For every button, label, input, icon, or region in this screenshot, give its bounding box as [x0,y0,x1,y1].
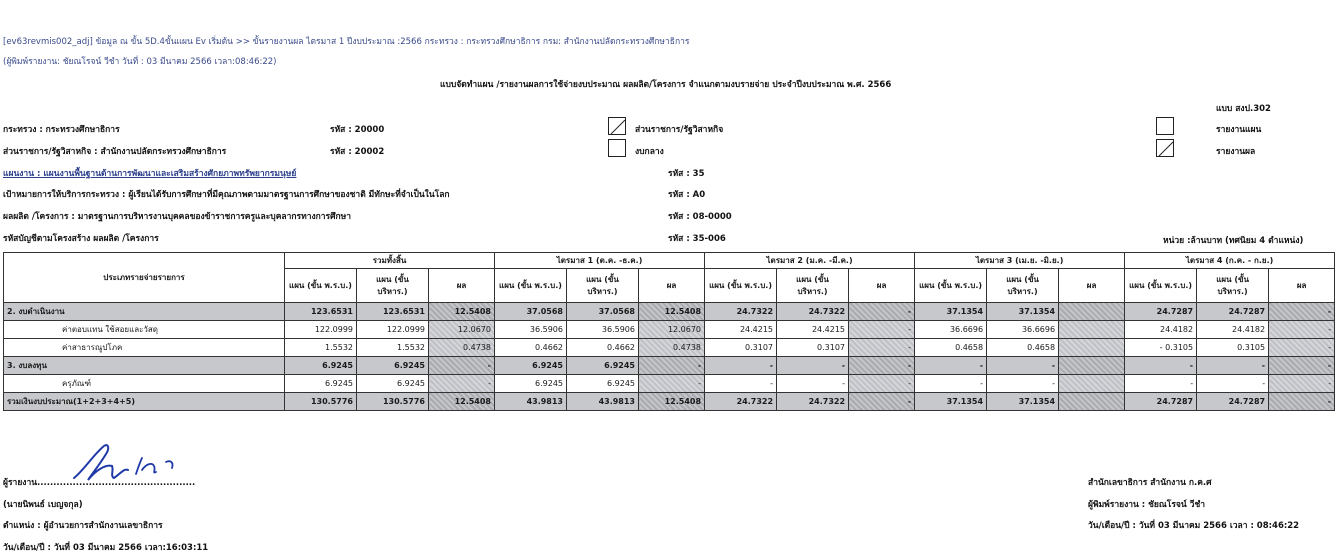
col-subheader-q1-plan-admin: แผน (ขั้น บริหาร.) [567,269,639,303]
table-cell: 0.4738 [639,339,705,357]
col-subheader-q4-plan-act: แผน (ขั้น พ.ร.บ.) [1125,269,1197,303]
central-budget-checkbox-label: งบกลาง [635,147,664,157]
table-cell: 0.3107 [777,339,849,357]
check-slash-icon [609,118,627,136]
report-result-checkbox-label: รายงานผล [1216,147,1256,157]
printed-by: ผู้พิมพ์รายงาน : ชัยณโรจน์ วีชำ [1088,500,1205,510]
table-cell: 12.0670 [639,321,705,339]
account-code: รหัส : 35-006 [668,234,726,244]
table-row [4,393,1335,411]
row-label: ครุภัณฑ์ [4,375,285,393]
table-cell: 0.4658 [915,339,987,357]
table-cell: - [987,357,1059,375]
gov-agency-checkbox-label: ส่วนราชการ/รัฐวิสาหกิจ [635,125,724,135]
col-subheader-total-plan-admin: แผน (ขั้น บริหาร.) [357,269,429,303]
table-cell: 0.3105 [1197,339,1269,357]
gov-agency-checkbox[interactable] [608,117,626,135]
table-cell: 0.4658 [987,339,1059,357]
office-name: สำนักเลขาธิการ สำนักงาน ก.ค.ศ [1088,478,1212,488]
table-cell: - [639,375,705,393]
table-cell: 123.6531 [285,303,357,321]
table-row [4,303,1335,321]
ministry-label: กระทรวง : กระทรวงศึกษาธิการ [3,125,120,135]
table-cell: 37.1354 [915,393,987,411]
ministry-code: รหัส : 20000 [330,125,385,135]
row-label: 3. งบลงทุน [4,357,285,375]
table-cell: - [915,375,987,393]
col-header-q3: ไตรมาส 3 (เม.ย. -มิ.ย.) [915,253,1125,269]
col-header-q4: ไตรมาส 4 (ก.ค. - ก.ย.) [1125,253,1335,269]
table-cell: 6.9245 [567,357,639,375]
reporter-position: ตำแหน่ง : ผู้อำนวยการสำนักงานเลขาธิการ [3,521,163,531]
table-cell: 6.9245 [495,357,567,375]
table-cell: 37.1354 [987,393,1059,411]
table-cell: - [705,357,777,375]
table-row [4,339,1335,357]
table-cell [1059,303,1125,321]
table-cell: 36.5906 [567,321,639,339]
col-subheader-q3-plan-admin: แผน (ขั้น บริหาร.) [987,269,1059,303]
reporter-date: วัน/เดือน/ปี : วันที่ 03 มีนาคม 2566 เวลา:16:03:11 [3,543,209,553]
table-cell: 43.9813 [495,393,567,411]
table-cell: 24.7322 [777,303,849,321]
target-code: รหัส : A0 [668,190,706,200]
table-cell: - [777,357,849,375]
table-cell [1059,339,1125,357]
table-cell: 24.7287 [1197,393,1269,411]
table-cell: 24.4215 [777,321,849,339]
col-subheader-q2-result: ผล [849,269,915,303]
table-cell: 6.9245 [285,357,357,375]
col-subheader-q1-plan-act: แผน (ขั้น พ.ร.บ.) [495,269,567,303]
table-cell: 12.0670 [429,321,495,339]
table-cell: - [1269,339,1335,357]
table-cell: - [1269,357,1335,375]
table-cell: 12.5408 [639,393,705,411]
table-cell: - [1269,393,1335,411]
table-cell: - 0.3105 [1125,339,1197,357]
budget-table [3,252,1335,411]
table-cell: - [1269,321,1335,339]
account-label: รหัสบัญชีตามโครงสร้าง ผลผลิต /โครงการ [3,234,159,244]
col-subheader-total-result: ผล [429,269,495,303]
target-label: เป้าหมายการให้บริการกระทรวง : ผู้เรียนได้รับการศึกษาที่มีคุณภาพตามมาตรฐานการศึกษาของชาติ มีทักษะที่จำเป็นในโลก [3,190,450,200]
table-cell: - [777,375,849,393]
table-cell: 123.6531 [357,303,429,321]
table-cell: 6.9245 [357,357,429,375]
table-row [4,357,1335,375]
table-cell: - [849,393,915,411]
table-cell: 6.9245 [495,375,567,393]
reporter-signature-line: ผู้รายงาน................................................. [3,478,196,488]
table-cell [1059,393,1125,411]
table-cell: 6.9245 [567,375,639,393]
col-header-q1: ไตรมาส 1 (ต.ค. -ธ.ค.) [495,253,705,269]
table-cell: 37.1354 [915,303,987,321]
report-plan-checkbox[interactable] [1156,117,1174,135]
table-row [4,375,1335,393]
table-cell: 24.7322 [777,393,849,411]
table-cell: 0.4662 [495,339,567,357]
row-label: รวมเงินงบประมาณ(1+2+3+4+5) [4,393,285,411]
form-code: แบบ สงป.302 [1216,104,1271,114]
table-cell: - [849,375,915,393]
table-cell: - [849,339,915,357]
col-subheader-total-plan-act: แผน (ขั้น พ.ร.บ.) [285,269,357,303]
table-row [4,321,1335,339]
col-subheader-q2-plan-admin: แผน (ขั้น บริหาร.) [777,269,849,303]
col-subheader-q4-result: ผล [1269,269,1335,303]
table-cell: - [849,357,915,375]
plan-code: รหัส : 35 [668,169,705,179]
col-header-q2: ไตรมาส 2 (ม.ค. -มี.ค.) [705,253,915,269]
printed-by-line: (ผู้พิมพ์รายงาน: ชัยณโรจน์ วีชำ วันที่ : 03 มีนาคม 2566 เวลา:08:46:22) [3,57,277,67]
table-cell: 37.0568 [567,303,639,321]
col-header-item: ประเภทรายจ่ายรายการ [4,253,285,303]
table-cell: 36.5906 [495,321,567,339]
agency-code: รหัส : 20002 [330,147,385,157]
col-header-total: รวมทั้งสิ้น [285,253,495,269]
table-cell: - [429,375,495,393]
output-code: รหัส : 08-0000 [668,212,732,222]
table-cell: - [1269,375,1335,393]
reporter-name: (นายนิพนธ์ เบญจกุล) [3,500,83,510]
col-subheader-q1-result: ผล [639,269,705,303]
table-cell: - [705,375,777,393]
table-cell: 130.5776 [357,393,429,411]
row-label: ค่าตอบแทน ใช้สอยและวัสดุ [4,321,285,339]
table-cell: - [639,357,705,375]
table-cell: 24.7287 [1197,303,1269,321]
table-cell: - [915,357,987,375]
report-plan-checkbox-label: รายงานแผน [1216,125,1262,135]
table-cell: 24.7287 [1125,303,1197,321]
table-cell: 1.5532 [357,339,429,357]
table-cell: - [987,375,1059,393]
table-cell: 37.0568 [495,303,567,321]
table-cell: 0.3107 [705,339,777,357]
table-cell: - [849,303,915,321]
col-subheader-q2-plan-act: แผน (ขั้น พ.ร.บ.) [705,269,777,303]
table-cell: 24.4182 [1125,321,1197,339]
table-cell: 122.0999 [285,321,357,339]
report-title: แบบจัดทำแผน /รายงานผลการใช้จ่ายงบประมาณ ผลผลิต/โครงการ จำแนกตามงบรายจ่าย ประจำปีงบประมาณ พ.ศ. 2566 [440,80,892,90]
table-cell: 43.9813 [567,393,639,411]
table-cell: 24.7322 [705,303,777,321]
table-cell: - [1197,375,1269,393]
output-label: ผลผลิต /โครงการ : มาตรฐานการบริหารงานบุคคลของข้าราชการครูและบุคลากรทางการศึกษา [3,212,352,222]
table-cell: 24.7322 [705,393,777,411]
table-cell: 24.4182 [1197,321,1269,339]
table-cell: 0.4662 [567,339,639,357]
table-cell: - [1269,303,1335,321]
table-cell: 36.6696 [915,321,987,339]
col-subheader-q3-plan-act: แผน (ขั้น พ.ร.บ.) [915,269,987,303]
report-header-line: [ev63revmis002_adj] ข้อมูล ณ ขั้น 5D.4ขั้นแผน Ev เริ่มต้น >> ขั้นรายงานผล ไตรมาส 1 ปีงบประมาณ :2566 กระทรวง : กระทรวงศึกษาธิการ กรม: สำนักงานปลัดกระทรวงศึกษาธิการ [3,37,690,47]
table-cell: 0.4738 [429,339,495,357]
row-label: ค่าสาธารณูปโภค [4,339,285,357]
row-label: 2. งบดำเนินงาน [4,303,285,321]
print-date: วัน/เดือน/ปี : วันที่ 03 มีนาคม 2566 เวลา : 08:46:22 [1088,521,1300,531]
table-cell [1059,357,1125,375]
table-cell: 12.5408 [429,393,495,411]
agency-label: ส่วนราชการ/รัฐวิสาหกิจ : สำนักงานปลัดกระทรวงศึกษาธิการ [3,147,227,157]
col-subheader-q3-result: ผล [1059,269,1125,303]
table-cell: 12.5408 [429,303,495,321]
table-cell: 37.1354 [987,303,1059,321]
table-cell: 12.5408 [639,303,705,321]
table-cell: 6.9245 [285,375,357,393]
table-cell [1059,321,1125,339]
table-cell: 122.0999 [357,321,429,339]
col-subheader-q4-plan-admin: แผน (ขั้น บริหาร.) [1197,269,1269,303]
table-cell: - [1125,357,1197,375]
table-cell: - [429,357,495,375]
plan-label: แผนงาน : แผนงานพื้นฐานด้านการพัฒนาและเสริมสร้างศักยภาพทรัพยากรมนุษย์ [3,169,297,179]
report-result-checkbox[interactable] [1156,139,1174,157]
table-cell: - [1125,375,1197,393]
table-cell: 1.5532 [285,339,357,357]
table-cell [1059,375,1125,393]
table-cell: 6.9245 [357,375,429,393]
table-cell: - [1197,357,1269,375]
table-cell: 24.7287 [1125,393,1197,411]
check-slash-icon [1157,140,1175,158]
unit-label: หน่วย :ล้านบาท (ทศนิยม 4 ตำแหน่ง) [1163,236,1304,246]
table-cell: 36.6696 [987,321,1059,339]
table-cell: - [849,321,915,339]
table-cell: 24.4215 [705,321,777,339]
table-cell: 130.5776 [285,393,357,411]
central-budget-checkbox[interactable] [608,139,626,157]
